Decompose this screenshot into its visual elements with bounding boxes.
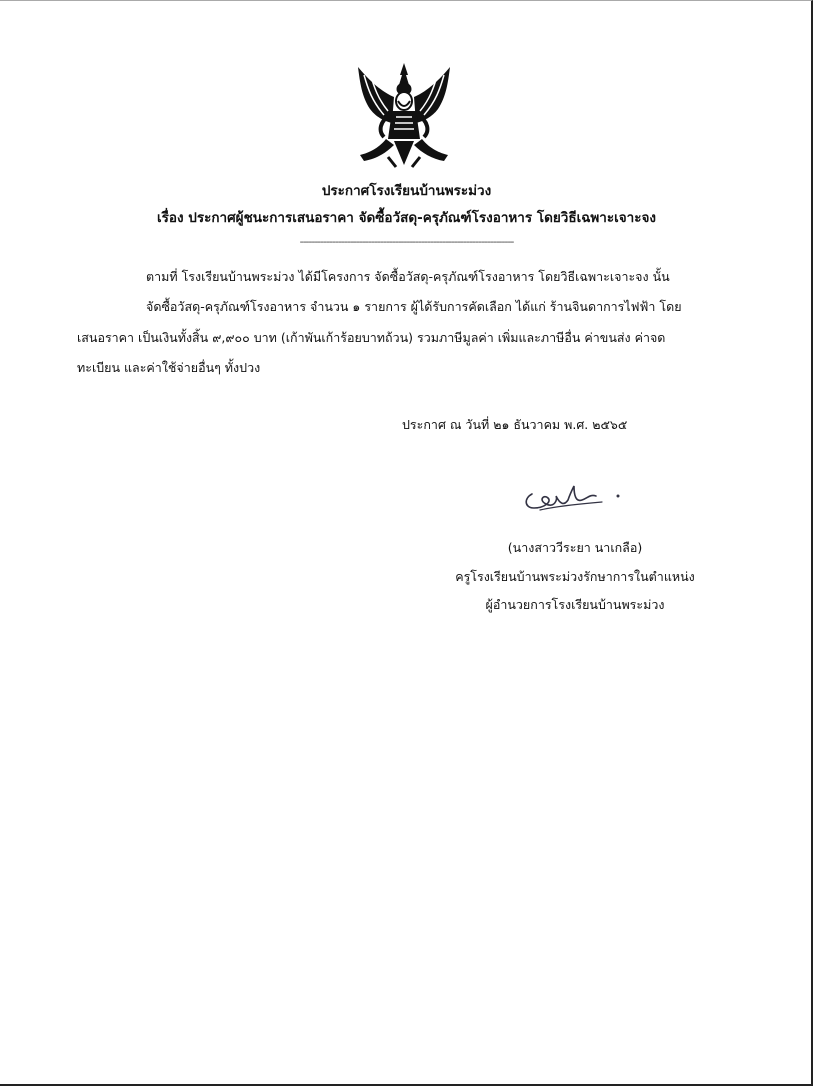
separator-line: ------------------------------------------------------------------------ [299, 235, 514, 248]
body-line-2: จัดซื้อวัสดุ-ครุภัณฑ์โรงอาหาร จำนวน ๑ รายการ ผู้ได้รับการคัดเลือก ได้แก่ ร้านจินดาการไฟฟ้า โดย [146, 299, 682, 314]
signatory-name: (นางสาววีระยา นาเกลือ) [507, 540, 643, 555]
body-line-3: เสนอราคา เป็นเงินทั้งสิ้น ๙,๙๐๐ บาท (เก้าพันเก้าร้อยบาทถ้วน) รวมภาษีมูลค่า เพิ่มและภาษีอื่น ค่าขนส่ง ค่าจด [77, 330, 666, 345]
body-line-1: ตามที่ โรงเรียนบ้านพระม่วง ได้มีโครงการ จัดซื้อวัสดุ-ครุภัณฑ์โรงอาหาร โดยวิธีเฉพาะเจาะจง นั้น [146, 269, 670, 284]
body-line-4: ทะเบียน และค่าใช้จ่ายอื่นๆ ทั้งปวง [77, 360, 261, 375]
announcement-date: ประกาศ ณ วันที่ ๒๑ ธันวาคม พ.ศ. ๒๕๖๕ [402, 417, 628, 432]
signatory-position-1: ครูโรงเรียนบ้านพระม่วงรักษาการในตำแหน่ง [455, 569, 695, 584]
announcement-title: ประกาศโรงเรียนบ้านพระม่วง [321, 183, 492, 199]
signatory-position-2: ผู้อำนวยการโรงเรียนบ้านพระม่วง [485, 597, 665, 612]
garuda-emblem-icon [350, 61, 458, 171]
announcement-subject: เรื่อง ประกาศผู้ชนะการเสนอราคา จัดซื้อวัสดุ-ครุภัณฑ์โรงอาหาร โดยวิธีเฉพาะเจาะจง [157, 210, 656, 226]
handwritten-signature [518, 476, 628, 516]
